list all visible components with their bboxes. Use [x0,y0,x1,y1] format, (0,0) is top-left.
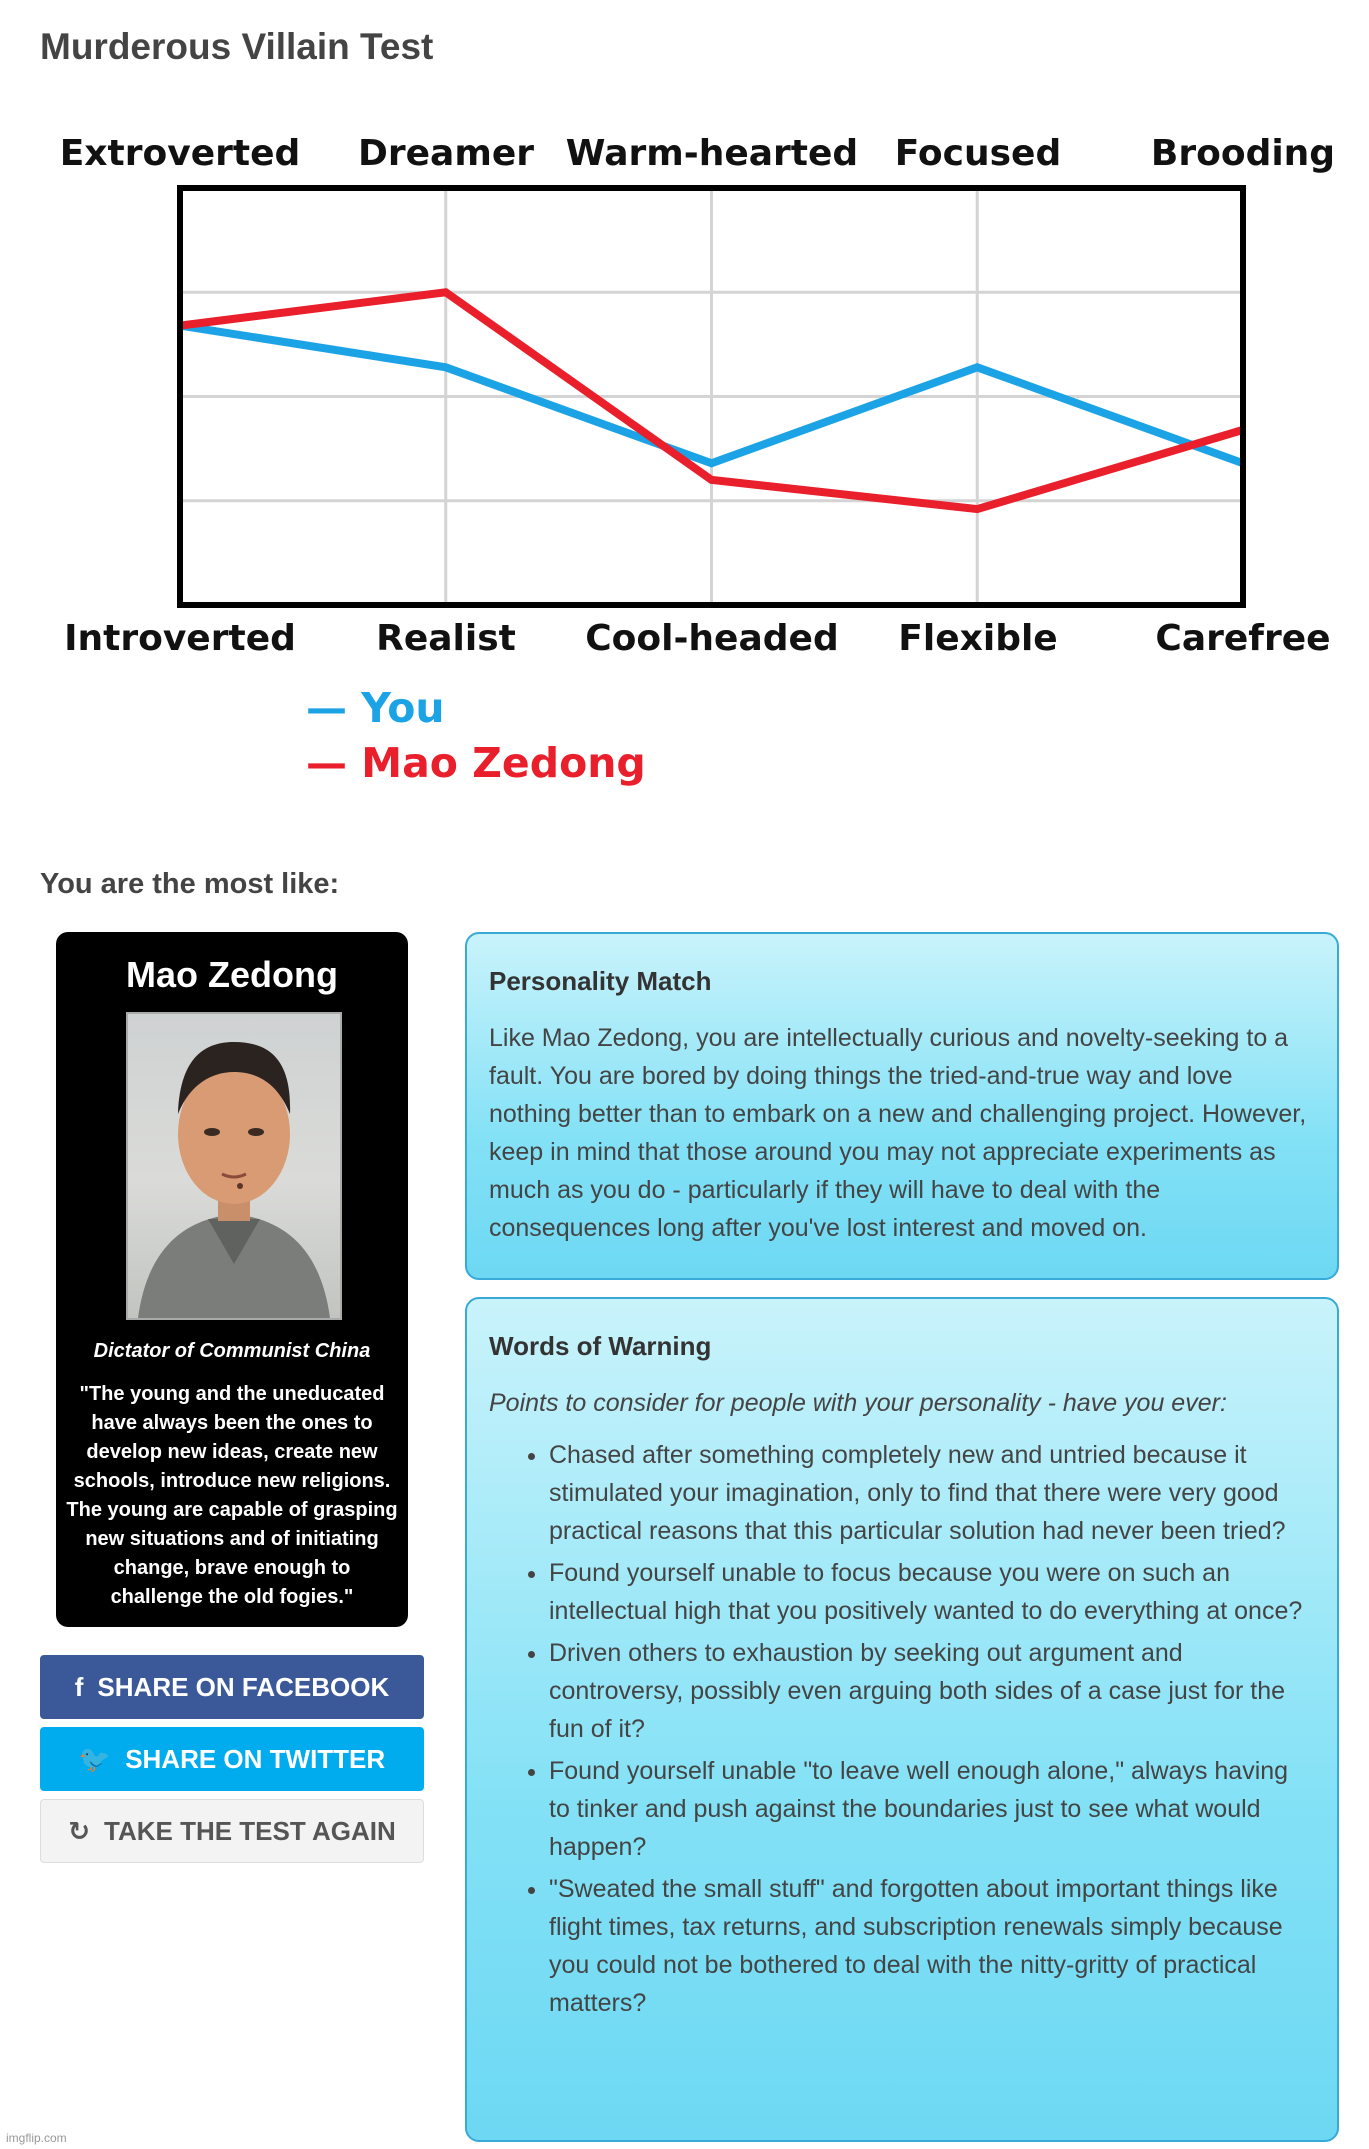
words-of-warning-box [465,1297,1339,2142]
axis-label-bottom: Introverted [64,618,296,659]
facebook-icon: f [74,1671,84,1702]
axis-label-bottom: Carefree [1155,618,1331,659]
page-title: Murderous Villain Test [40,26,434,67]
list-item: • "Sweated the small stuff" and forgotten about important things like flight times, tax returns, and subscription renewals simply because you could not be bothered to deal with the nitty-gritty of practical matters? [549,1870,1315,2022]
twitter-icon: 🐦 [78,1743,112,1774]
personality-match-text: Like Mao Zedong, you are intellectually curious and novelty-seeking to a fault. You are bored by doing things the tried-and-true way and love nothing better than to embark on a new and challenging project. However, keep in mind that those around you may not appreciate experiments as much as you do - particularly if they will have to deal with the consequences long after you've lost interest and moved on. [489,1024,1307,1242]
personality-match-title: Personality Match [489,966,712,996]
most-like-heading: You are the most like: [40,868,340,900]
warning-list [489,1436,1315,2022]
refresh-icon: ↻ [68,1815,90,1846]
axis-label-top: Brooding [1150,133,1336,174]
profile-role: Dictator of Communist China [93,1340,371,1362]
portrait-image [126,1012,342,1320]
share-facebook-label: SHARE ON FACEBOOK [97,1671,390,1702]
axis-label-top: Dreamer [357,133,535,174]
take-test-again-label: TAKE THE TEST AGAIN [104,1815,396,1846]
share-twitter-label: SHARE ON TWITTER [125,1743,386,1774]
axis-label-bottom: Flexible [898,618,1058,659]
share-twitter-button[interactable] [40,1727,424,1791]
list-item: • Found yourself unable "to leave well enough alone," always having to tinker and push against the boundaries just to see what would happen? [549,1752,1315,1866]
axis-label-bottom: Cool-headed [585,618,839,659]
take-test-again-button[interactable] [40,1799,424,1863]
axis-label-bottom: Realist [376,618,516,659]
personality-chart [0,120,1369,820]
list-item: • Driven others to exhaustion by seeking out argument and controversy, possibly even arguing both sides of a case just for the fun of it? [549,1634,1315,1748]
axis-label-top: Focused [894,133,1062,174]
profile-card [56,932,408,1627]
legend-entry: — You [306,684,445,732]
axis-label-top: Warm-hearted [565,133,859,174]
list-item: • Found yourself unable to focus because you were on such an intellectual high that you positively wanted to do everything at once? [549,1554,1315,1630]
watermark: imgflip.com [6,2131,67,2145]
personality-match-box [465,932,1339,1280]
words-of-warning-title: Words of Warning [489,1331,712,1361]
profile-quote: "The young and the uneducated have always been the ones to develop new ideas, create new schools, introduce new religions. The young are capable of grasping new situations and of initiating change, brave enough to challenge the old fogies." [66,1383,398,1608]
words-of-warning-intro: Points to consider for people with your personality - have you ever: [489,1389,1227,1417]
list-item: • Chased after something completely new and untried because it stimulated your imagination, only to find that there were very good practical reasons that this particular solution had never been tried? [549,1436,1315,1550]
legend-entry: — Mao Zedong [306,739,646,787]
axis-label-top: Extroverted [59,133,301,174]
profile-name: Mao Zedong [126,954,338,995]
share-facebook-button[interactable] [40,1655,424,1719]
